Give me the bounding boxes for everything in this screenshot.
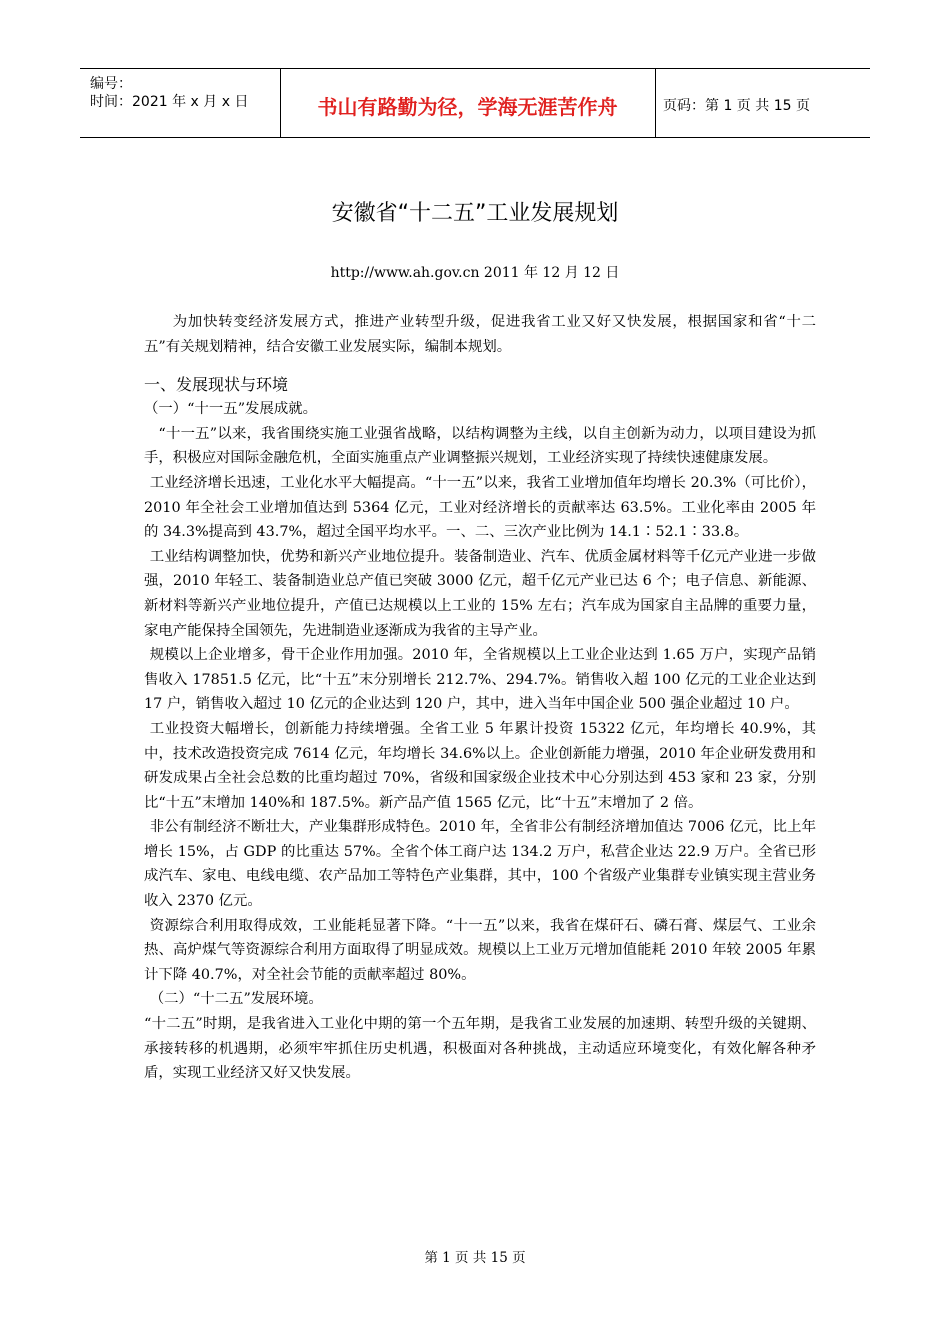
paragraph: “十一五”以来，我省围绕实施工业强省战略，以结构调整为主线，以自主创新为动力，以项目建设为抓手，积极应对国际金融危机，全面实施重点产业调整振兴规划，工业经济实现了持续快速健康发展。 [144,425,816,467]
document-title: 安徽省“十二五”工业发展规划 [331,201,619,226]
paragraph: 非公有制经济不断壮大，产业集群形成特色。2010 年，全省非公有制经济增加值达 7006 亿元，比上年增长 15%，占 GDP 的比重达 57%。全省个体工商户达 134.2 万户，私营企业达 22.9 万户。全省已形成汽车、家电、电线电缆、农产品加工等特色产业集群，其中，100 个省级产业集群专业镇实现主营业务收入 2370 亿元。 [144,819,816,910]
header-page-cell [655,69,870,137]
section-heading: 一、发展现状与环境 [144,375,289,395]
subsection-heading: （一）“十一五”发展成就。 [144,401,318,418]
header-info-cell [80,69,281,137]
header-table [80,68,870,138]
paragraph: 工业结构调整加快，优势和新兴产业地位提升。装备制造业、汽车、优质金属材料等千亿元产业进一步做强，2010 年轻工、装备制造业总产值已突破 3000 亿元，超千亿元产业已达 6 个；电子信息、新能源、新材料等新兴产业地位提升，产值已达规模以上工业的 15% 左右；汽车成为国家自主品牌的重要力量，家电产能保持全国领先，先进制造业逐渐成为我省的主导产业。 [144,548,816,639]
intro-paragraph: 为加快转变经济发展方式，推进产业转型升级，促进我省工业又好又快发展，根据国家和省“十二五”有关规划精神，结合安徽工业发展实际，编制本规划。 [144,314,816,355]
header-motto-cell [280,69,656,137]
paragraph: 资源综合利用取得成效，工业能耗显著下降。“十一五”以来，我省在煤矸石、磷石膏、煤层气、工业余热、高炉煤气等资源综合利用方面取得了明显成效。规模以上工业万元增加值能耗 2010 年较 2005 年累计下降 40.7%，对全社会节能的贡献率超过 80%。 [144,917,816,983]
page-code: 页码：第 1 页 共 15 页 [663,98,810,114]
document-source: http://www.ah.gov.cn 2011 年 12 月 12 日 [330,265,620,281]
paragraph: “十二五”时期，是我省进入工业化中期的第一个五年期，是我省工业发展的加速期、转型升级的关键期、承接转移的机遇期，必须牢牢抓住历史机遇，积极面对各种挑战，主动适应环境变化，有效化解各种矛盾，实现工业经济又好又快发展。 [144,1016,816,1082]
document-body [144,310,816,1086]
page-footer: 第 1 页 共 15 页 [424,1250,526,1266]
paragraph: 工业投资大幅增长，创新能力持续增强。全省工业 5 年累计投资 15322 亿元，年均增长 40.9%，其中，技术改造投资完成 7614 亿元，年均增长 34.6%以上。企业创新能力增强，2010 年企业研发费用和研发成果占全社会总数的比重均超过 70%，省级和国家级企业技术中心分别达到 453 家和 23 家，分别比“十五”末增加 140%和 187.5%。新产品产值 1565 亿元，比“十五”末增加了 2 倍。 [144,720,816,811]
paragraph: 工业经济增长迅速，工业化水平大幅提高。“十一五”以来，我省工业增加值年均增长 20.3%（可比价），2010 年全社会工业增加值达到 5364 亿元，工业对经济增长的贡献率达 63.5%。工业化率由 2005 年的 34.3%提高到 43.7%，超过全国平均水平。一、二、三次产业比例为 14.1∶52.1∶33.8。 [144,474,816,541]
serial-label: 编号： [90,76,132,92]
motto-text: 书山有路勤为径，学海无涯苦作舟 [317,95,618,119]
date-label: 时间：2021 年 x 月 x 日 [90,94,249,110]
paragraph: 规模以上企业增多，骨干企业作用加强。2010 年，全省规模以上工业企业达到 1.65 万户，实现产品销售收入 17851.5 亿元，比“十五”末分别增长 212.7%、294.7%。销售收入超 100 亿元的工业企业达到 17 户，销售收入超过 10 亿元的企业达到 120 户，其中，进入当年中国企业 500 强企业超过 10 户。 [144,647,816,713]
subsection-heading: （二）“十二五”发展环境。 [149,991,323,1008]
